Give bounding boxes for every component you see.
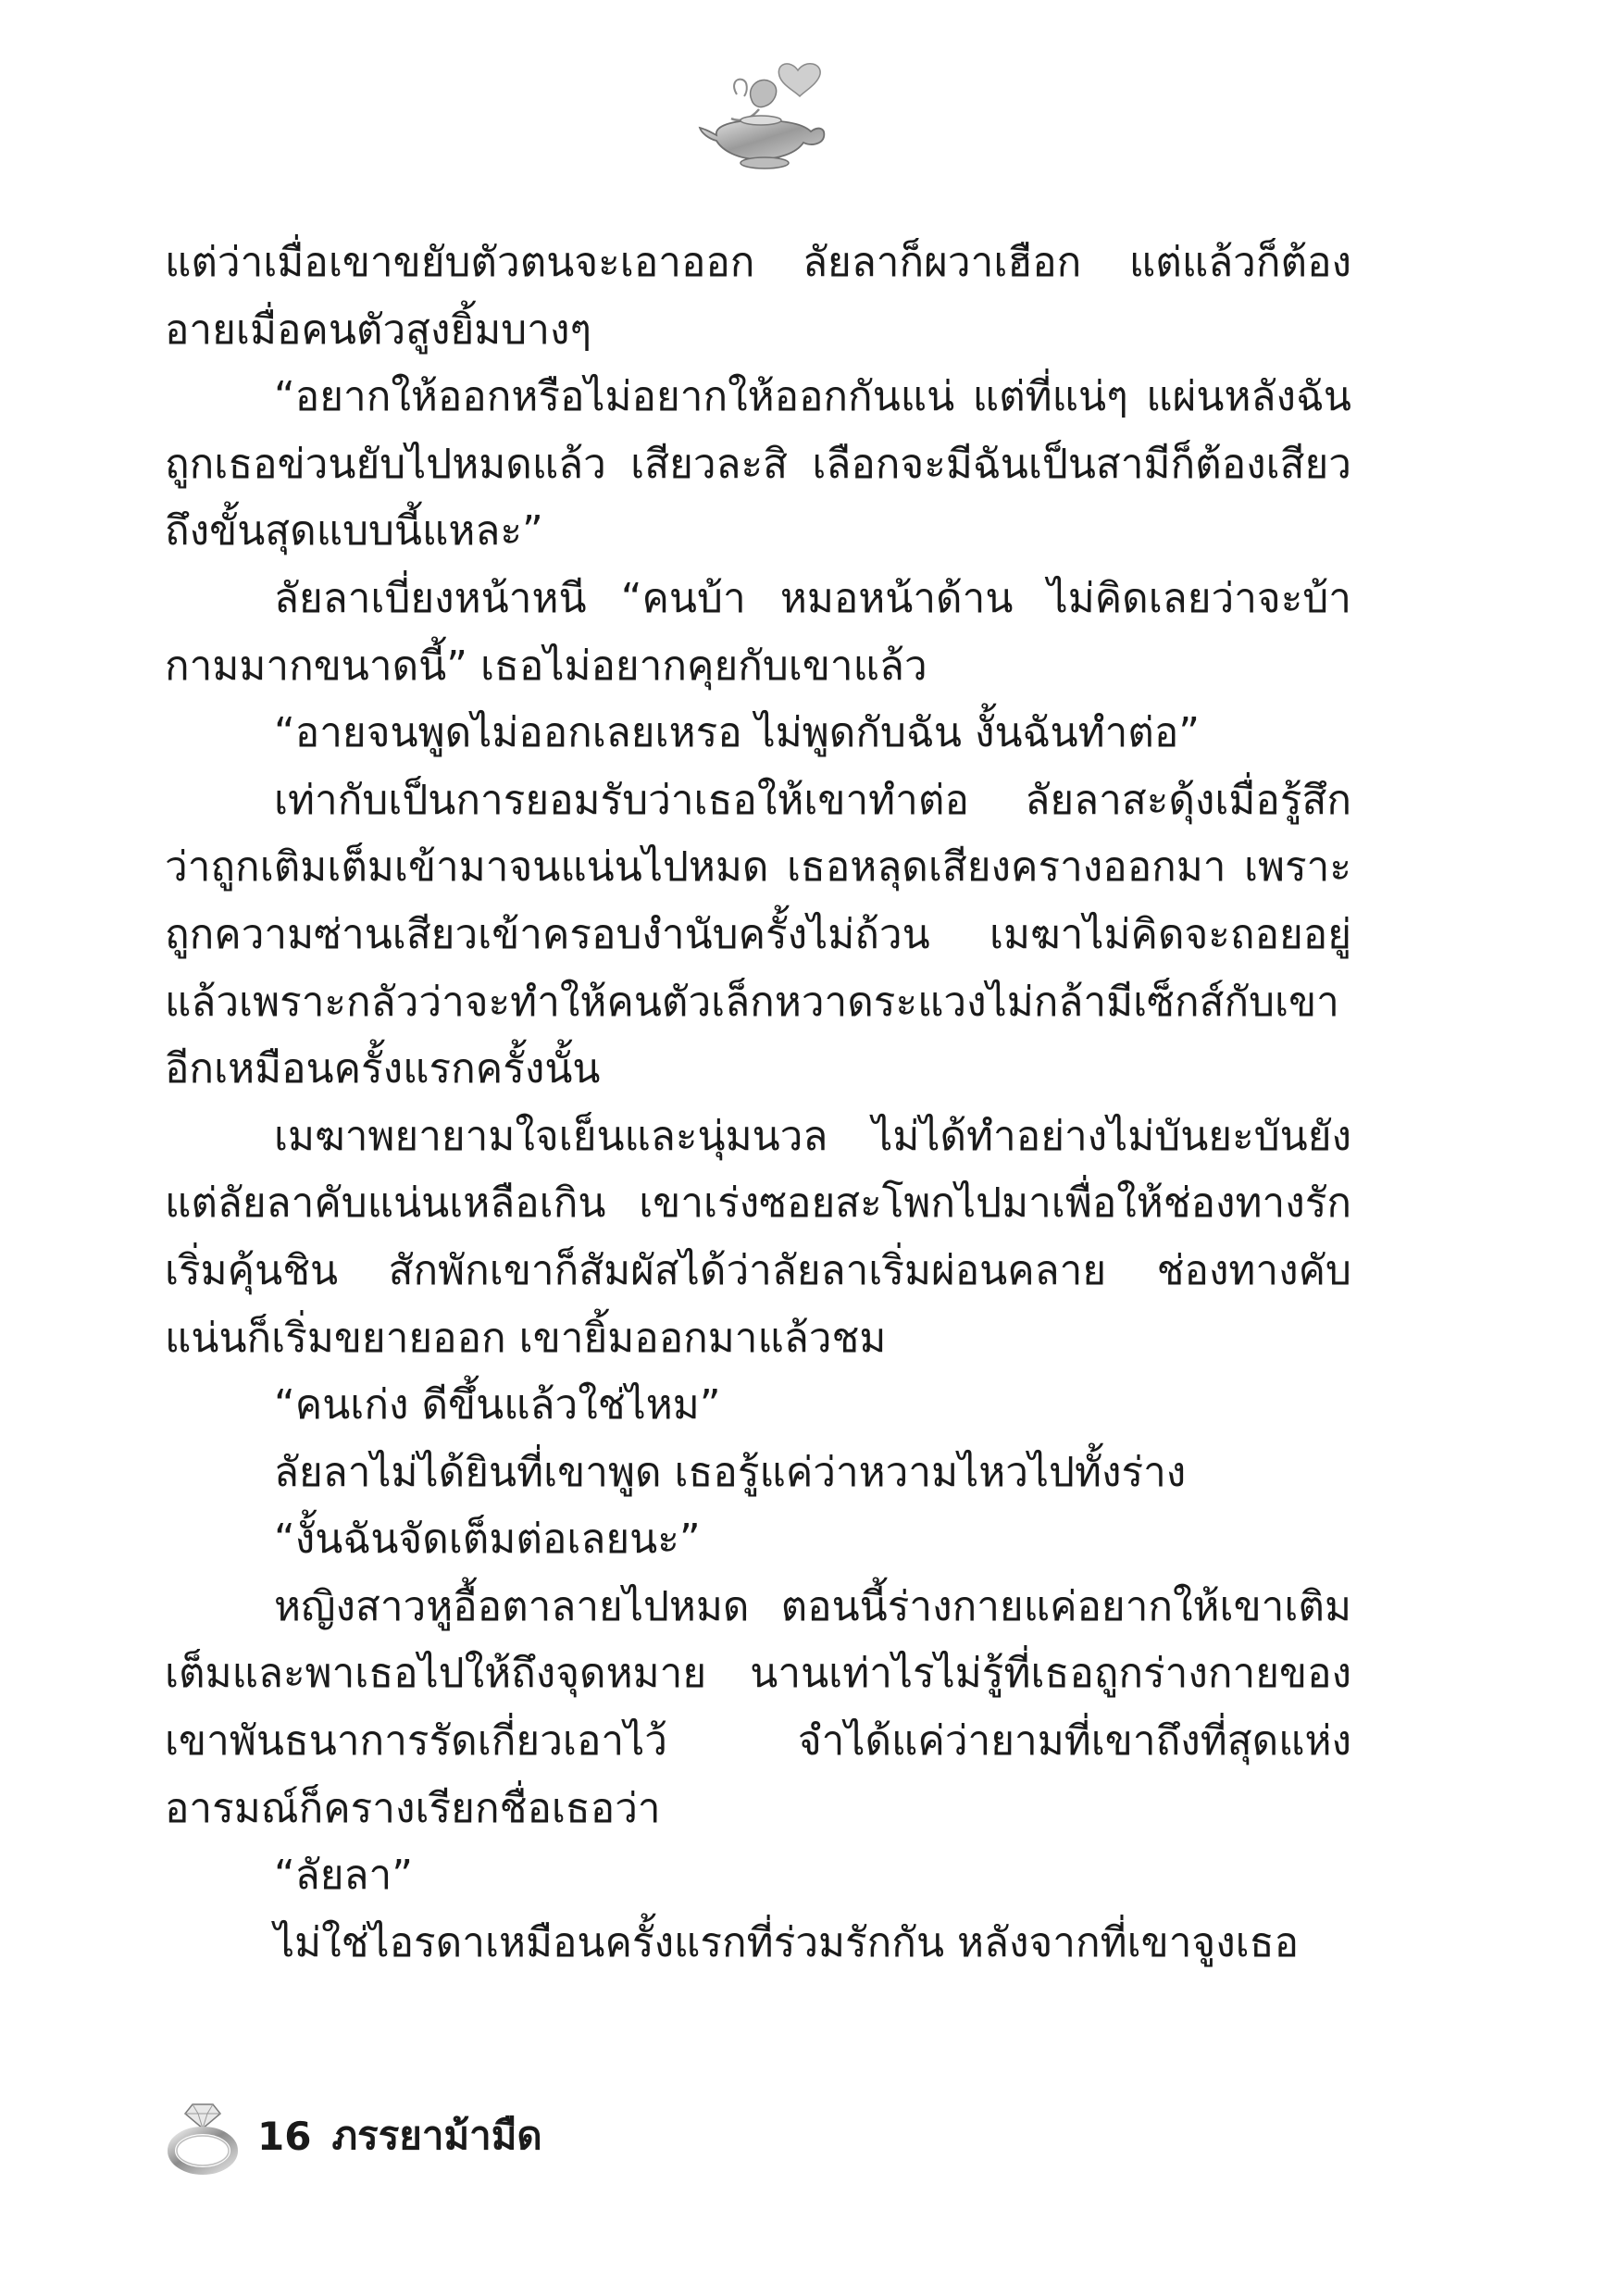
paragraph: แต่ว่าเมื่อเขาขยับตัวตนจะเอาออก ลัยลาก็ผวาเฮือก แต่แล้วก็ต้องอายเมื่อคนตัวสูงยิ้มบางๆ <box>165 239 1351 354</box>
page-footer <box>165 2094 542 2177</box>
paragraph: ไม่ใช่ไอรดาเหมือนครั้งแรกที่ร่วมรักกัน หลังจากที่เขาจูงเธอ <box>274 1918 1300 1966</box>
body-text <box>165 230 1351 1977</box>
book-title: ภรรยาม้ามืด <box>331 2113 542 2158</box>
paragraph: “อายจนพูดไม่ออกเลยเหรอ ไม่พูดกับฉัน งั้นฉันทำต่อ” <box>274 709 1201 757</box>
paragraph: “คนเก่ง ดีขึ้นแล้วใช่ไหม” <box>274 1381 721 1429</box>
diamond-ring-icon <box>165 2097 241 2175</box>
paragraph: “งั้นฉันจัดเต็มต่อเลยนะ” <box>274 1516 701 1564</box>
paragraph: ลัยลาเบี่ยงหน้าหนี “คนบ้า หมอหน้าด้าน ไม่คิดเลยว่าจะบ้ากามมากขนาดนี้” เธอไม่อยากคุยกับเขาแล้ว <box>165 574 1351 690</box>
page-number: 16 <box>257 2113 312 2159</box>
paragraph: หญิงสาวหูอื้อตาลายไปหมด ตอนนี้ร่างกายแค่อยากให้เขาเติมเต็มและพาเธอไปให้ถึงจุดหมาย นานเท่าไรไม่รู้ที่เธอถูกร่างกายของเขาพันธนาการรัดเกี่ยวเอาไว้ จำได้แค่ว่ายามที่เขาถึงที่สุดแห่งอารมณ์ก็ครางเรียกชื่อเธอว่า <box>165 1582 1351 1832</box>
paragraph: “ลัยลา” <box>274 1852 414 1900</box>
paragraph: “อยากให้ออกหรือไม่อยากให้ออกกันแน่ แต่ที่แน่ๆ แผ่นหลังฉันถูกเธอข่วนยับไปหมดแล้ว เสียวละสิ เลือกจะมีฉันเป็นสามีก็ต้องเสียวถึงขั้นสุดแบบนี้แหละ” <box>165 373 1351 555</box>
paragraph: เมฆาพยายามใจเย็นและนุ่มนวล ไม่ได้ทำอย่างไม่บันยะบันยังแต่ลัยลาคับแน่นเหลือเกิน เขาเร่งซอยสะโพกไปมาเพื่อให้ช่องทางรักเริ่มคุ้นชิน สักพักเขาก็สัมผัสได้ว่าลัยลาเริ่มผ่อนคลาย ช่องทางคับแน่นก็เริ่มขยายออก เขายิ้มออกมาแล้วชม <box>165 1112 1351 1362</box>
genie-lamp-icon <box>694 54 833 174</box>
paragraph: ลัยลาไม่ได้ยินที่เขาพูด เธอรู้แค่ว่าหวามไหวไปทั้งร่าง <box>274 1448 1187 1496</box>
paragraph: เท่ากับเป็นการยอมรับว่าเธอให้เขาทำต่อ ลัยลาสะดุ้งเมื่อรู้สึกว่าถูกเติมเต็มเข้ามาจนแน่นไปหมด เธอหลุดเสียงครางออกมา เพราะถูกความซ่านเสียวเข้าครอบงำนับครั้งไม่ถ้วน เมฆาไม่คิดจะถอยอยู่แล้วเพราะกลัวว่าจะทำให้คนตัวเล็กหวาดระแวงไม่กล้ามีเซ็กส์กับเขาอีกเหมือนครั้งแรกครั้งนั้น <box>165 776 1351 1093</box>
